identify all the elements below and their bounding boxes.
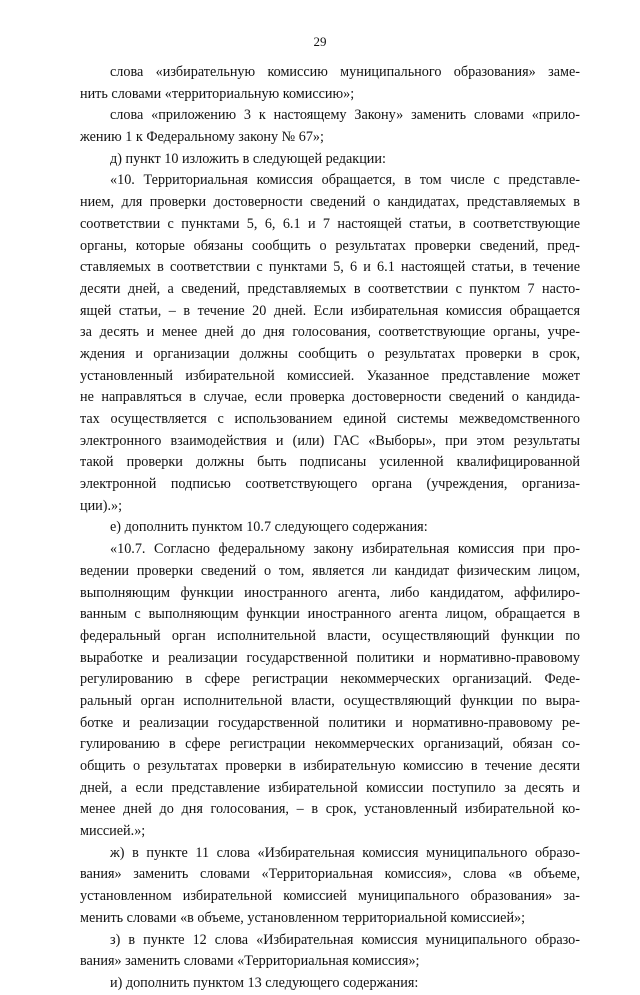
text-line: выработке и реализации государственной политики и нормативно-правовому — [80, 649, 580, 666]
text-line: ящей статьи, – в течение 20 дней. Если избирательная комиссия обращается — [80, 302, 580, 319]
text-line: «10.7. Согласно федеральному закону избирательная комиссия при про- — [110, 541, 580, 558]
text-line: вания» заменить словами «Территориальная комиссия», слова «в объеме, — [80, 866, 580, 883]
text-line: общить о результатах проверки в избирательную комиссию в течение десяти — [80, 758, 580, 774]
text-line: ботке и реализации государственной политики и нормативно-правовому ре- — [80, 714, 580, 731]
text-line: электронного взаимодействия и (или) ГАС «Выборы», при этом результаты — [80, 432, 580, 449]
text-line: установленном избирательной комиссией муниципального образования» за- — [80, 888, 580, 905]
text-line: слова «приложению 3 к настоящему Закону» заменить словами «прило- — [110, 107, 580, 124]
text-line: ции).»; — [80, 497, 123, 514]
text-line: ральный орган исполнительной власти, осуществляющий функции по выра- — [80, 692, 580, 709]
text-line: ж) в пункте 11 слова «Избирательная комиссия муниципального образо- — [110, 844, 580, 861]
text-line: вания» заменить словами «Территориальная комиссия»; — [80, 953, 420, 970]
text-line: менить словами «в объеме, установленном территориальной комиссией»; — [80, 909, 526, 926]
text-line: ставляемых в соответствии с пунктами 5, 6 и 6.1 настоящей статьи, в течение — [80, 259, 580, 276]
text-line: менее дней до дня голосования, – в срок, установленный избирательной ко- — [80, 801, 580, 818]
text-line: ждения и организации должны сообщить о результатах проверки в срок, — [80, 345, 580, 362]
text-line: миссией.»; — [80, 823, 146, 840]
text-line: ведении проверки сведений о том, является ли кандидат физическим лицом, — [80, 562, 580, 579]
text-line: не направляться в случае, если проверка достоверности сведений о кандида- — [80, 389, 580, 406]
text-line: десяти дней, а сведений, представляемых в соответствии с пунктом 7 насто- — [80, 280, 580, 297]
text-line: установленный избирательной комиссией. Указанное представление может — [80, 367, 580, 384]
text-line: такой проверки должны быть подписаны усиленной квалифицированной — [80, 454, 580, 471]
text-line: д) пункт 10 изложить в следующей редакции: — [110, 150, 386, 167]
text-line: электронной подписью соответствующего органа (учреждения, организа- — [80, 476, 580, 493]
text-line: нием, для проверки достоверности сведений о кандидатах, представляемых в — [80, 194, 580, 211]
text-line: гулированию в сфере регистрации некоммерческих организаций, обязан со- — [80, 736, 580, 753]
page-number: 29 — [313, 34, 327, 49]
text-line: соответствии с пунктами 5, 6, 6.1 и 7 настоящей статьи, в соответствующие — [80, 215, 580, 232]
text-line: слова «избирательную комиссию муниципального образования» заме- — [110, 64, 580, 80]
text-line: федеральный орган исполнительной власти, осуществляющий функции по — [80, 627, 580, 644]
text-line: з) в пункте 12 слова «Избирательная комиссия муниципального образо- — [110, 931, 580, 948]
text-line: ванным с выполняющим функции иностранного агента лицом, обращается в — [80, 606, 580, 623]
text-line: регулированию в сфере регистрации некоммерческих организаций. Феде- — [80, 671, 580, 688]
text-line: органы, которые обязаны сообщить о результатах проверки сведений, пред- — [80, 237, 580, 254]
text-line: за десять и менее дней до дня голосования, соответствующие органы, учре- — [80, 324, 580, 341]
text-line: «10. Территориальная комиссия обращается, в том числе с представле- — [110, 172, 580, 189]
text-line: нить словами «территориальную комиссию»; — [80, 85, 355, 102]
text-line: тах осуществляется с использованием единой системы межведомственного — [80, 411, 580, 427]
text-line: и) дополнить пунктом 13 следующего содержания: — [110, 974, 419, 991]
document-body — [80, 62, 580, 995]
text-line: дней, а если представление избирательной комиссии поступило за десять и — [80, 779, 580, 796]
text-line: выполняющим функции иностранного агента, либо кандидатом, аффилиро- — [80, 584, 580, 601]
text-line: е) дополнить пунктом 10.7 следующего содержания: — [110, 519, 428, 536]
text-line: жению 1 к Федеральному закону № 67»; — [80, 129, 324, 146]
